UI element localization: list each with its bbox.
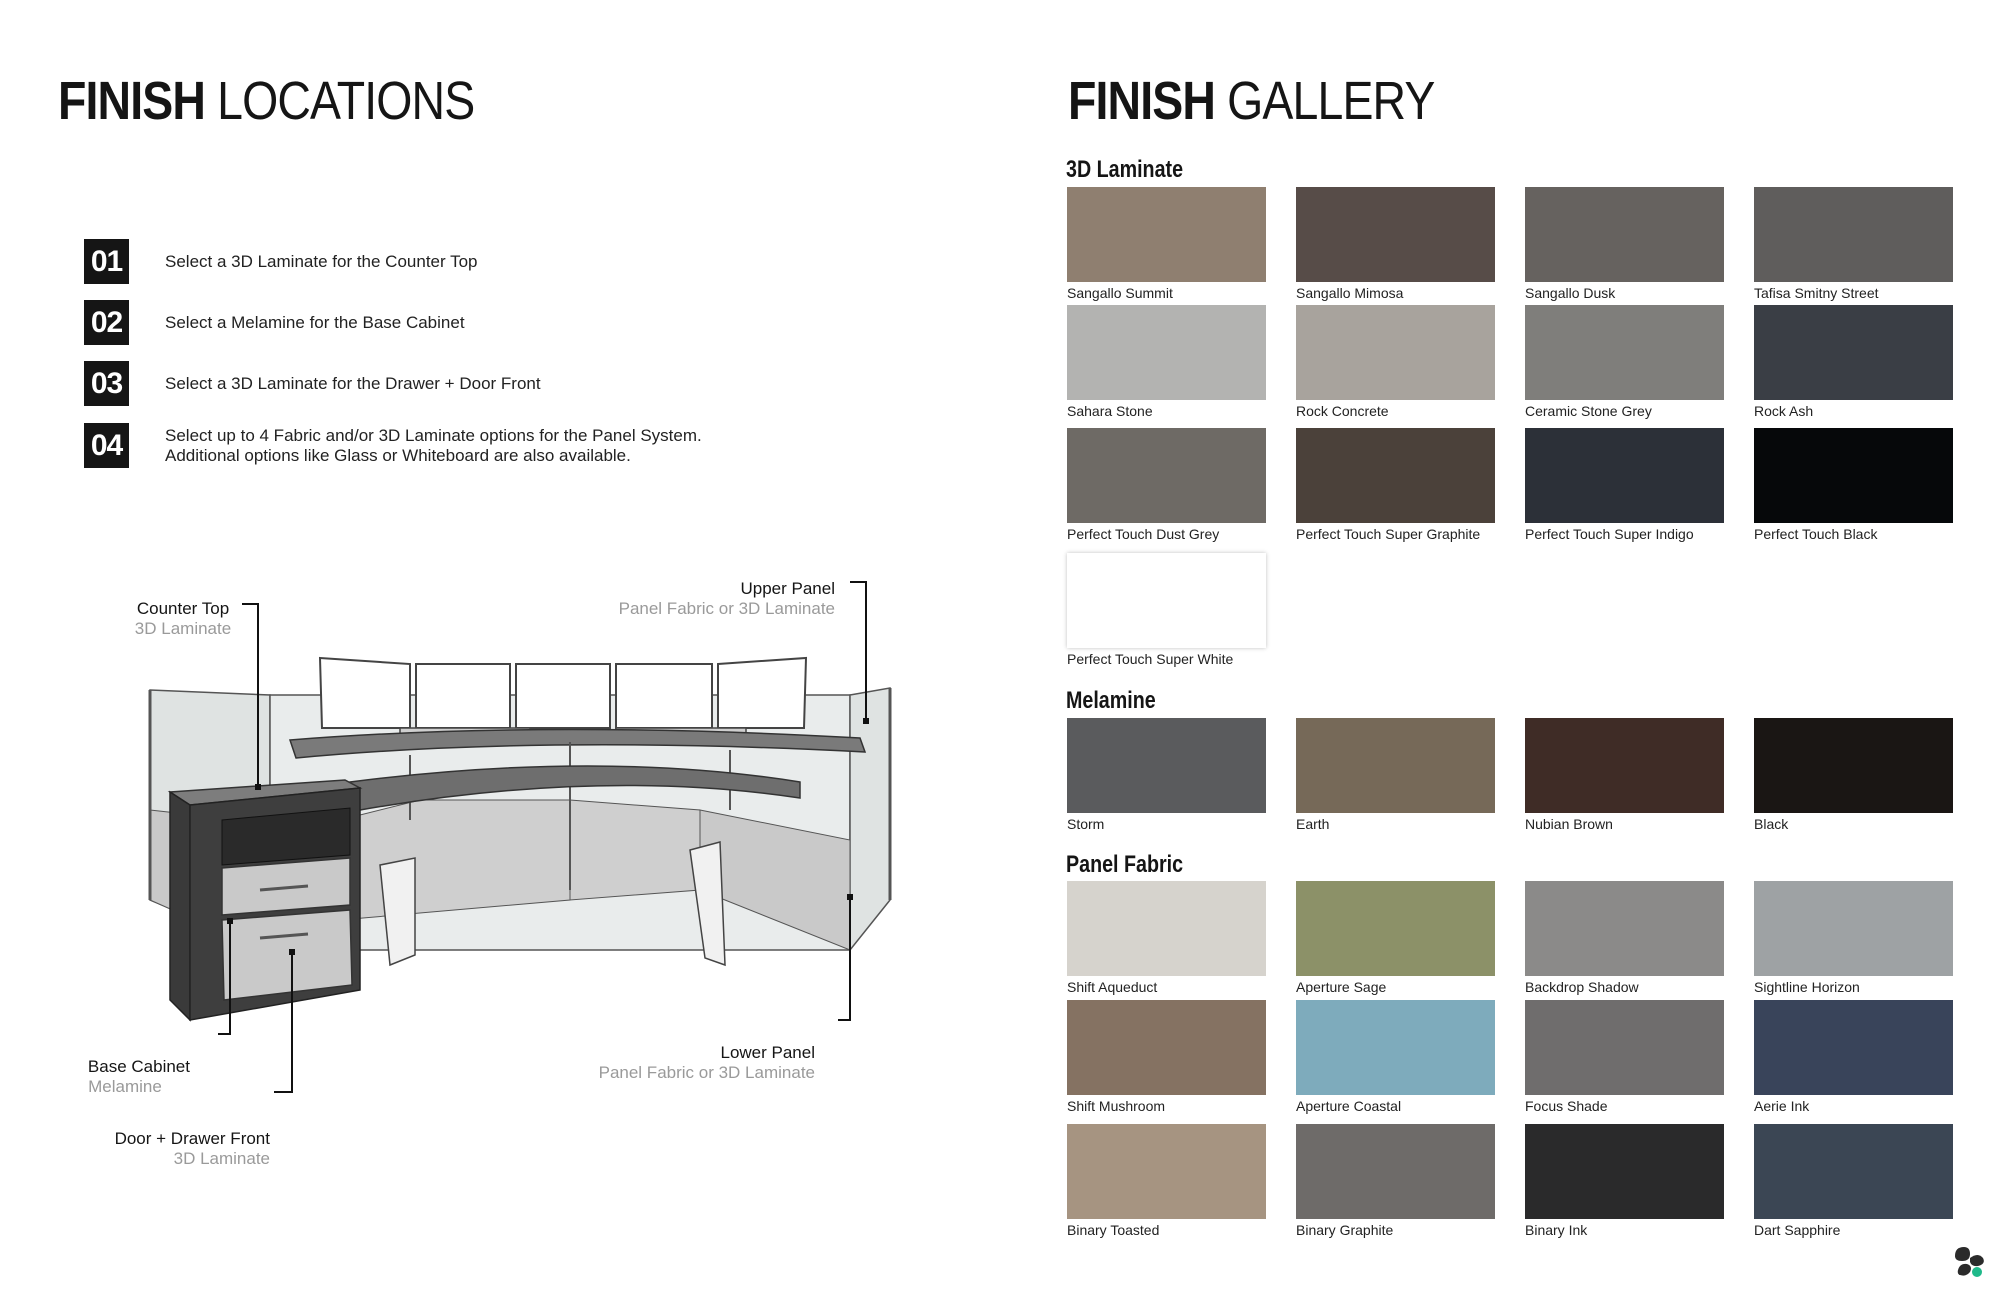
step-text <box>165 426 702 466</box>
swatch-fabric <box>1525 881 1724 995</box>
callout-finish: 3D Laminate <box>173 1149 270 1168</box>
swatch-chip <box>1525 305 1724 400</box>
swatch-fabric <box>1296 1124 1495 1238</box>
step-number: 03 <box>84 361 129 406</box>
swatch-chip <box>1067 187 1266 282</box>
swatch-label: Perfect Touch Black <box>1754 526 1878 542</box>
swatch-chip <box>1296 1000 1495 1095</box>
swatch-label: Sangallo Mimosa <box>1296 285 1404 301</box>
swatch-label: Binary Toasted <box>1067 1222 1160 1238</box>
step-04 <box>84 423 702 468</box>
swatch-fabric <box>1754 1124 1953 1238</box>
step-01 <box>84 239 477 284</box>
swatch-label: Perfect Touch Super Indigo <box>1525 526 1694 542</box>
swatch-chip <box>1296 881 1495 976</box>
swatch-label: Binary Graphite <box>1296 1222 1394 1238</box>
section-label-laminate: 3D Laminate <box>1066 156 1184 183</box>
swatch-laminate <box>1296 187 1495 301</box>
callout-name: Door + Drawer Front <box>114 1129 270 1148</box>
title-light: LOCATIONS <box>217 71 475 131</box>
step-number: 01 <box>84 239 129 284</box>
swatch-chip <box>1067 718 1266 813</box>
callout-upper-panel <box>560 579 835 619</box>
swatch-chip <box>1067 553 1266 648</box>
swatch-label: Black <box>1754 816 1789 832</box>
step-number: 02 <box>84 300 129 345</box>
swatch-chip <box>1754 881 1953 976</box>
step-number: 04 <box>84 423 129 468</box>
swatch-chip <box>1754 187 1953 282</box>
step-03 <box>84 361 541 406</box>
step-text: Select a 3D Laminate for the Drawer + Door Front <box>165 373 541 393</box>
swatch-label: Rock Ash <box>1754 403 1814 419</box>
swatch-chip <box>1296 305 1495 400</box>
title-bold: FINISH <box>58 71 206 131</box>
callout-finish: 3D Laminate <box>134 619 232 638</box>
callout-finish: Panel Fabric or 3D Laminate <box>618 599 835 618</box>
swatch-chip <box>1296 1124 1495 1219</box>
callout-finish: Melamine <box>88 1077 162 1096</box>
section-label-melamine: Melamine <box>1066 687 1156 714</box>
swatch-label: Perfect Touch Super White <box>1067 651 1234 667</box>
swatch-laminate <box>1067 305 1266 419</box>
callout-lower-panel <box>540 1043 815 1083</box>
swatch-chip <box>1296 428 1495 523</box>
callout-name: Lower Panel <box>720 1043 815 1062</box>
swatch-label: Ceramic Stone Grey <box>1525 403 1652 419</box>
swatch-fabric <box>1067 1000 1266 1114</box>
swatch-chip <box>1296 718 1495 813</box>
swatch-chip <box>1754 1124 1953 1219</box>
swatch-chip <box>1754 718 1953 813</box>
finish-locations-title <box>58 70 474 132</box>
title-light: GALLERY <box>1227 71 1435 131</box>
swatch-label: Shift Mushroom <box>1067 1098 1166 1114</box>
swatch-label: Sangallo Dusk <box>1525 285 1616 301</box>
swatch-label: Perfect Touch Dust Grey <box>1067 526 1220 542</box>
brand-logo-icon <box>1952 1244 1986 1278</box>
swatch-chip <box>1525 1000 1724 1095</box>
swatch-laminate <box>1067 428 1266 542</box>
swatch-melamine <box>1754 718 1953 832</box>
swatch-label: Focus Shade <box>1525 1098 1608 1114</box>
swatch-label: Aerie Ink <box>1754 1098 1810 1114</box>
swatch-laminate <box>1525 187 1724 301</box>
swatch-laminate <box>1296 428 1495 542</box>
callout-name: Base Cabinet <box>87 1057 190 1076</box>
callout-base-cabinet <box>60 1057 190 1097</box>
swatch-chip <box>1754 428 1953 523</box>
swatch-melamine <box>1067 718 1266 832</box>
swatch-laminate <box>1754 428 1953 542</box>
swatch-fabric <box>1754 881 1953 995</box>
callout-counter-top <box>118 599 248 639</box>
swatch-chip <box>1067 305 1266 400</box>
finish-gallery-title <box>1068 70 1435 132</box>
swatch-chip <box>1525 881 1724 976</box>
swatch-label: Storm <box>1067 816 1105 832</box>
swatch-laminate <box>1067 187 1266 301</box>
section-label-fabric: Panel Fabric <box>1066 851 1184 878</box>
swatch-melamine <box>1525 718 1724 832</box>
swatch-label: Dart Sapphire <box>1754 1222 1841 1238</box>
swatch-fabric <box>1296 881 1495 995</box>
workstation-diagram <box>60 560 960 1200</box>
swatch-laminate <box>1754 305 1953 419</box>
swatch-label: Aperture Sage <box>1296 979 1387 995</box>
swatch-fabric <box>1525 1000 1724 1114</box>
step-02 <box>84 300 465 345</box>
swatch-chip <box>1067 1124 1266 1219</box>
swatch-chip <box>1754 1000 1953 1095</box>
swatch-laminate <box>1525 428 1724 542</box>
callout-door-drawer <box>90 1129 270 1169</box>
swatch-chip <box>1525 718 1724 813</box>
swatch-chip <box>1754 305 1953 400</box>
swatch-label: Perfect Touch Super Graphite <box>1296 526 1481 542</box>
swatch-label: Tafisa Smitny Street <box>1754 285 1879 301</box>
swatch-laminate <box>1754 187 1953 301</box>
swatch-chip <box>1525 1124 1724 1219</box>
swatch-label: Nubian Brown <box>1525 816 1613 832</box>
swatch-label: Binary Ink <box>1525 1222 1588 1238</box>
swatch-label: Sahara Stone <box>1067 403 1153 419</box>
swatch-chip <box>1296 187 1495 282</box>
swatch-label: Rock Concrete <box>1296 403 1389 419</box>
swatch-chip <box>1525 428 1724 523</box>
step-text: Select a Melamine for the Base Cabinet <box>165 312 465 332</box>
swatch-label: Shift Aqueduct <box>1067 979 1158 995</box>
step-text: Select a 3D Laminate for the Counter Top <box>165 251 478 271</box>
swatch-laminate <box>1067 553 1266 667</box>
swatch-chip <box>1525 187 1724 282</box>
swatch-chip <box>1067 1000 1266 1095</box>
step-text-line-2: Additional options like Glass or Whiteboard are also available. <box>165 445 631 465</box>
swatch-label: Sightline Horizon <box>1754 979 1860 995</box>
swatch-label: Aperture Coastal <box>1296 1098 1402 1114</box>
swatch-label: Sangallo Summit <box>1067 285 1173 301</box>
swatch-laminate <box>1525 305 1724 419</box>
swatch-melamine <box>1296 718 1495 832</box>
swatch-chip <box>1067 881 1266 976</box>
swatch-label: Backdrop Shadow <box>1525 979 1639 995</box>
callout-name: Upper Panel <box>740 579 835 598</box>
swatch-fabric <box>1754 1000 1953 1114</box>
swatch-fabric <box>1067 881 1266 995</box>
swatch-chip <box>1067 428 1266 523</box>
swatch-fabric <box>1067 1124 1266 1238</box>
swatch-fabric <box>1296 1000 1495 1114</box>
title-bold: FINISH <box>1068 71 1216 131</box>
callout-name: Counter Top <box>136 599 230 618</box>
swatch-fabric <box>1525 1124 1724 1238</box>
step-text-line-1: Select up to 4 Fabric and/or 3D Laminate options for the Panel System. <box>165 425 702 445</box>
swatch-laminate <box>1296 305 1495 419</box>
swatch-label: Earth <box>1296 816 1330 832</box>
callout-finish: Panel Fabric or 3D Laminate <box>598 1063 815 1082</box>
